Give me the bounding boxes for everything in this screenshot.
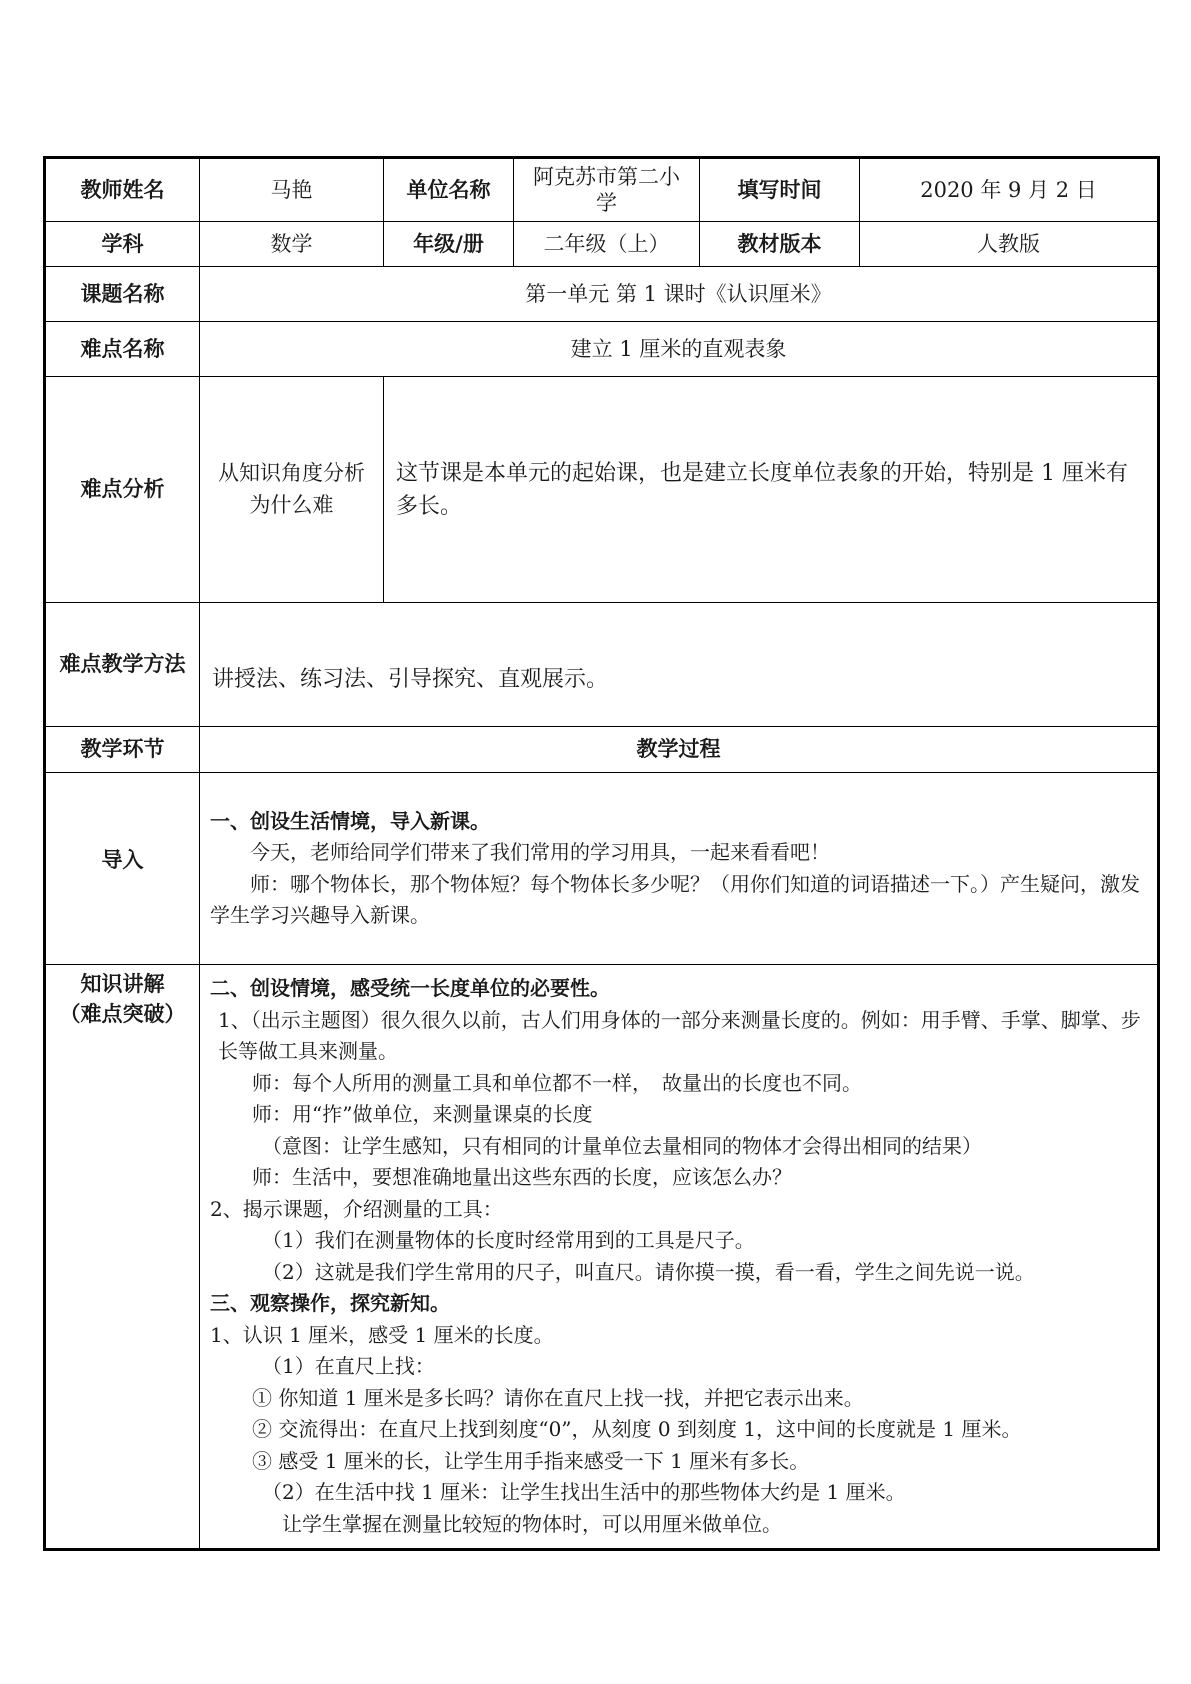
date-value: 2020 年 9 月 2 日	[860, 158, 1159, 222]
content-line: 让学生掌握在测量比较短的物体时，可以用厘米做单位。	[282, 1511, 782, 1536]
teacher-label: 教师姓名	[45, 158, 200, 222]
intro-row	[45, 773, 1159, 965]
knowledge-label	[45, 965, 200, 1550]
intro-line: 师：哪个物体长，那个物体短？每个物体长多少呢？（用你们知道的词语描述一下。）产生疑问，激发学生学习兴趣导入新课。	[210, 871, 1140, 927]
difficulty-label: 难点名称	[45, 322, 200, 377]
knowledge-label-line: 知识讲解	[80, 972, 165, 996]
process-header-row	[45, 727, 1159, 773]
method-row	[45, 603, 1159, 727]
method-cell	[200, 603, 1159, 727]
intro-label: 导入	[45, 773, 200, 965]
topic-value: 第一单元 第 1 课时《认识厘米》	[200, 267, 1159, 322]
content-line: 2、揭示课题，介绍测量的工具：	[210, 1196, 503, 1221]
knowledge-row	[45, 965, 1159, 1550]
topic-row	[45, 267, 1159, 322]
content-line: （意图：让学生感知，只有相同的计量单位去量相同的物体才会得出相同的结果）	[262, 1133, 982, 1158]
unit-value: 阿克苏市第二小学	[514, 158, 700, 222]
difficulty-value: 建立 1 厘米的直观表象	[200, 322, 1159, 377]
lesson-plan-table	[43, 156, 1160, 1551]
header-row-2	[45, 222, 1159, 267]
knowledge-content	[200, 965, 1159, 1550]
date-label: 填写时间	[700, 158, 860, 222]
analysis-row	[45, 377, 1159, 603]
topic-label: 课题名称	[45, 267, 200, 322]
analysis-text: 这节课是本单元的起始课，也是建立长度单位表象的开始，特别是 1 厘米有多长。	[396, 460, 1128, 519]
subject-value: 数学	[200, 222, 384, 267]
knowledge-label-line: （难点突破）	[59, 1002, 186, 1027]
section-heading: 二、创设情境，感受统一长度单位的必要性。	[210, 976, 610, 1000]
analysis-sub-label: 从知识角度分析为什么难	[200, 377, 384, 603]
method-label: 难点教学方法	[45, 603, 200, 727]
content-line: （2）在生活中找 1 厘米：让学生找出生活中的那些物体大约是 1 厘米。	[262, 1480, 906, 1504]
intro-line: 今天，老师给同学们带来了我们常用的学习用具，一起来看看吧！	[250, 840, 830, 864]
content-line: 师：用“拃”做单位，来测量课桌的长度	[252, 1102, 593, 1126]
method-text: 讲授法、练习法、引导探究、直观展示。	[212, 667, 609, 692]
process-label: 教学过程	[200, 727, 1159, 773]
content-line: 师：每个人所用的测量工具和单位都不一样， 故量出的长度也不同。	[252, 1070, 862, 1095]
stage-label: 教学环节	[45, 727, 200, 773]
content-line: （1）我们在测量物体的长度时经常用到的工具是尺子。	[262, 1228, 755, 1252]
grade-label: 年级/册	[384, 222, 514, 267]
subject-label: 学科	[45, 222, 200, 267]
header-row-1	[45, 158, 1159, 222]
difficulty-row	[45, 322, 1159, 377]
content-line: ① 你知道 1 厘米是多长吗？请你在直尺上找一找，并把它表示出来。	[252, 1385, 864, 1410]
analysis-cell	[384, 377, 1159, 603]
content-line: （1）在直尺上找：	[262, 1354, 435, 1378]
content-line: ③ 感受 1 厘米的长，让学生用手指来感受一下 1 厘米有多长。	[252, 1448, 810, 1473]
content-line: 师：生活中，要想准确地量出这些东西的长度，应该怎么办？	[252, 1165, 792, 1189]
content-line: （2）这就是我们学生常用的尺子，叫直尺。请你摸一摸，看一看，学生之间先说一说。	[262, 1259, 1035, 1284]
intro-heading: 一、创设生活情境，导入新课。	[210, 808, 490, 833]
content-line: 1、（出示主题图）很久很久以前，古人们用身体的一部分来测量长度的。例如：用手臂、手掌、脚掌、步长等做工具来测量。	[218, 1007, 1141, 1063]
intro-content	[200, 773, 1159, 965]
edition-label: 教材版本	[700, 222, 860, 267]
section-heading: 三、观察操作，探究新知。	[210, 1291, 450, 1315]
grade-value: 二年级（上）	[514, 222, 700, 267]
teacher-value: 马艳	[200, 158, 384, 222]
content-line: ② 交流得出：在直尺上找到刻度“0”，从刻度 0 到刻度 1，这中间的长度就是 1 厘米。	[252, 1417, 1022, 1441]
analysis-label: 难点分析	[45, 377, 200, 603]
content-line: 1、认识 1 厘米，感受 1 厘米的长度。	[210, 1322, 554, 1347]
edition-value: 人教版	[860, 222, 1159, 267]
unit-label: 单位名称	[384, 158, 514, 222]
